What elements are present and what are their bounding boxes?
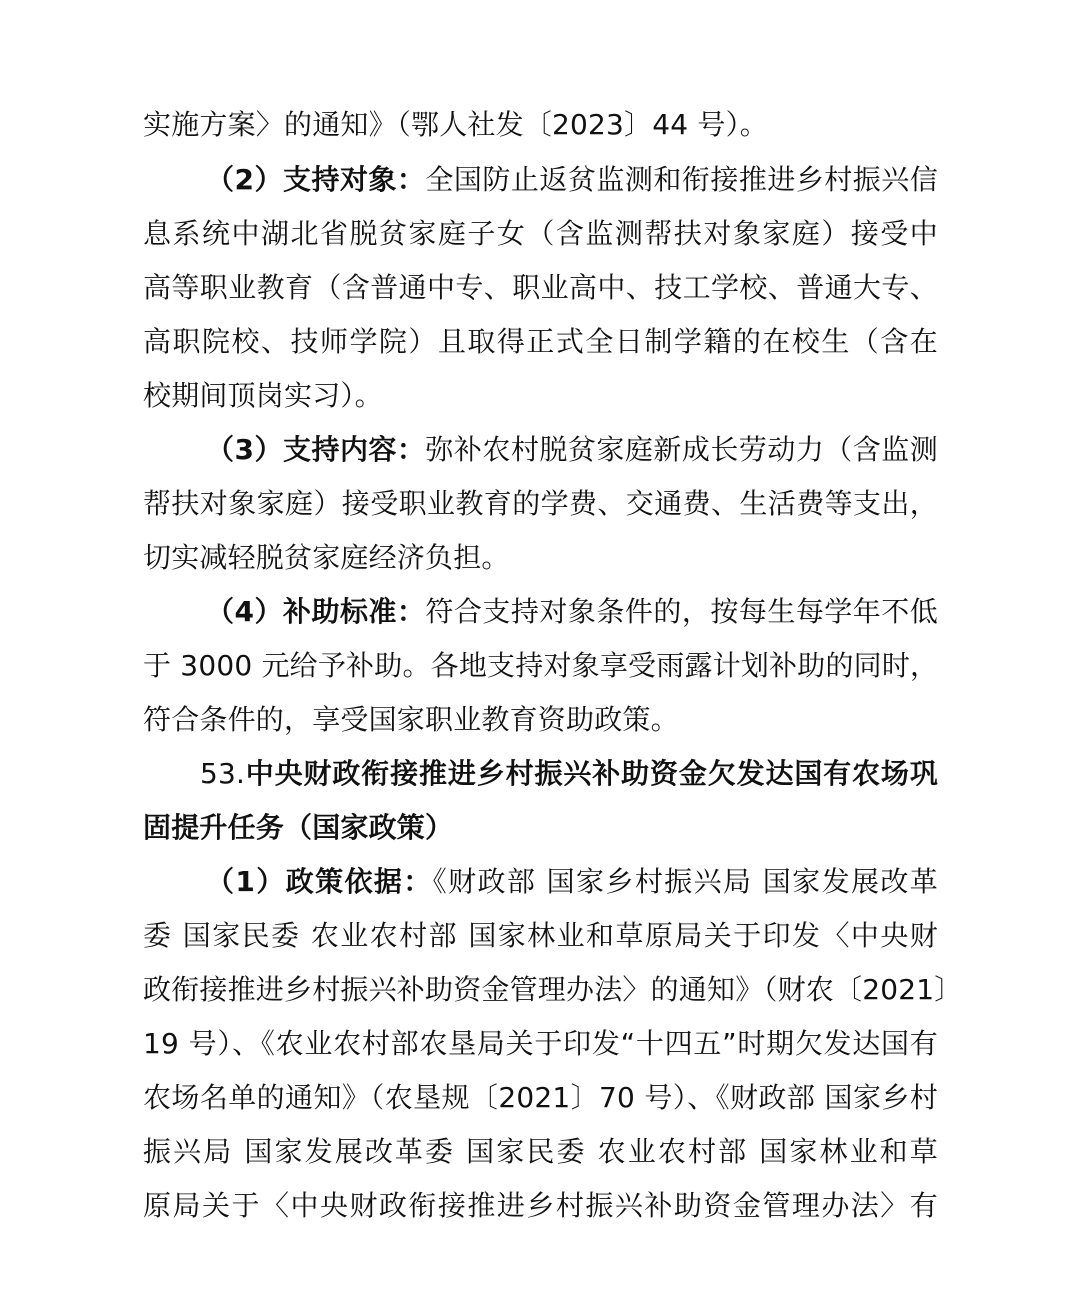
text-line [143,214,938,254]
text-line [143,105,938,145]
subheading-support-target [206,160,938,200]
line-text: 政衔接推进乡村振兴补助资金管理办法〉的通知》（财农〔2021〕 [143,973,963,1006]
line-text: 振兴局 国家发展改革委 国家民委 农业农村部 国家林业和草 [143,1135,938,1168]
line-text: 帮扶对象家庭）接受职业教育的学费、交通费、生活费等支出， [143,487,938,520]
line-text: 校期间顶岗实习）。 [143,379,383,412]
text-line [143,538,938,578]
text-line [143,322,938,362]
subheading-label: （4）补助标准： [206,595,426,628]
section-heading-continued [143,808,938,848]
line-text: 弥补农村脱贫家庭新成长劳动力（含监测 [425,433,938,466]
text-line [143,1186,938,1226]
subheading-label: （2）支持对象： [206,163,426,196]
line-text: 高职院校、技师学院）且取得正式全日制学籍的在校生（含在 [143,325,938,358]
text-line [143,1132,938,1172]
subheading-subsidy-standard [206,592,938,632]
text-line [143,376,938,416]
text-line [143,1024,938,1064]
line-text: 符合支持对象条件的，按每生每学年不低 [425,595,938,628]
subheading-label: （1）政策依据： [206,865,433,898]
line-text: 实施方案〉的通知》（鄂人社发〔2023〕44 号）。 [143,108,768,141]
text-line [143,484,938,524]
line-text: 切实减轻脱贫家庭经济负担。 [143,541,510,574]
line-text: 19 号）、《农业农村部农垦局关于印发“十四五”时期欠发达国有 [143,1027,938,1060]
line-text: 农场名单的通知》（农垦规〔2021〕70 号）、《财政部 国家乡村 [143,1081,938,1114]
line-text: 原局关于〈中央财政衔接推进乡村振兴补助资金管理办法〉有 [143,1189,938,1222]
subheading-support-content [206,430,938,470]
line-text: 《财政部 国家乡村振兴局 国家发展改革 [432,865,938,898]
line-text: 委 国家民委 农业农村部 国家林业和草原局关于印发〈中央财 [143,919,938,952]
section-number: 53. [200,757,246,790]
section-title: 中央财政衔接推进乡村振兴补助资金欠发达国有农场巩 [245,757,938,790]
line-text: 符合条件的，享受国家职业教育资助政策。 [143,703,679,736]
subheading-label: （3）支持内容： [206,433,426,466]
line-text: 于 3000 元给予补助。各地支持对象享受雨露计划补助的同时， [143,649,939,682]
text-line [143,700,938,740]
text-line [143,970,963,1010]
line-text: 息系统中湖北省脱贫家庭子女（含监测帮扶对象家庭）接受中 [143,217,938,250]
text-line [143,268,938,308]
text-line [143,916,938,956]
text-line [143,646,938,686]
line-text: 全国防止返贫监测和衔接推进乡村振兴信 [425,163,938,196]
section-heading-53 [200,754,938,794]
subheading-policy-basis [206,862,938,902]
section-title: 固提升任务（国家政策） [143,811,454,844]
line-text: 高等职业教育（含普通中专、职业高中、技工学校、普通大专、 [143,271,938,304]
text-line [143,1078,938,1118]
